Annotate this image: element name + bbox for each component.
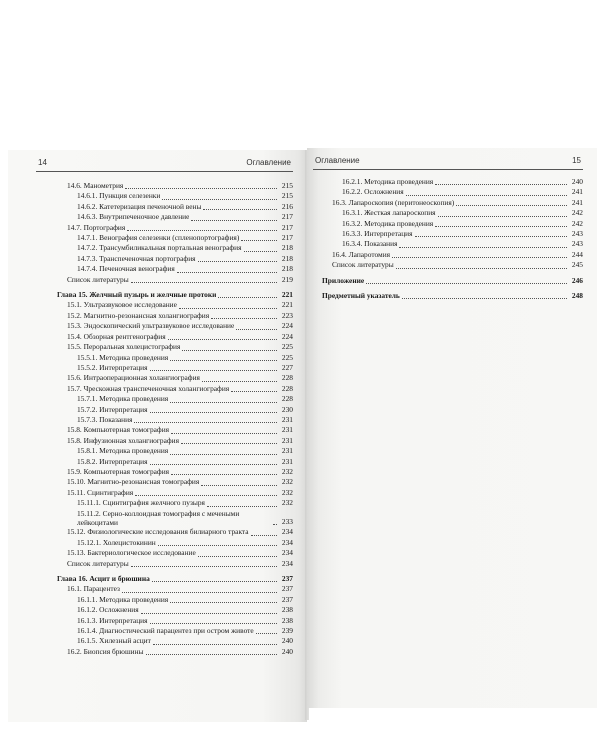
toc-entry <box>322 219 583 229</box>
toc-entry <box>57 202 293 212</box>
toc-entry-title: Предметный указатель <box>322 291 400 301</box>
toc-entry-page: 246 <box>571 275 583 285</box>
toc-dot-leader <box>251 535 277 536</box>
toc-dot-leader <box>366 283 567 284</box>
left-page-header-title: Оглавление <box>246 158 291 167</box>
toc-dot-leader <box>170 402 277 403</box>
toc-dot-leader <box>202 381 277 382</box>
toc-entry-title: 15.11.1. Сцинтиграфия желчного пузыря <box>77 498 205 508</box>
toc-entry <box>57 223 293 233</box>
right-toc-list <box>322 177 583 301</box>
toc-entry <box>57 626 293 636</box>
toc-entry-title: 15.11. Сцинтиграфия <box>67 487 134 497</box>
toc-entry-title: 15.7.2. Интерпретация <box>77 404 148 414</box>
right-page <box>307 148 597 708</box>
toc-dot-leader <box>198 261 277 262</box>
toc-entry-page: 216 <box>281 201 293 211</box>
toc-entry-page: 245 <box>571 260 583 270</box>
toc-entry <box>57 527 293 537</box>
toc-entry-page: 221 <box>281 290 293 300</box>
toc-entry-page: 244 <box>571 249 583 259</box>
toc-entry-title: Список литературы <box>67 274 129 284</box>
toc-dot-leader <box>152 581 277 582</box>
right-page-header-title: Оглавление <box>315 156 360 165</box>
toc-entry-page: 219 <box>281 274 293 284</box>
toc-entry-page: 230 <box>281 404 293 414</box>
toc-entry <box>57 636 293 646</box>
toc-entry-page: 243 <box>571 239 583 249</box>
toc-dot-leader <box>171 474 277 475</box>
toc-entry-title: 15.7.3. Показания <box>77 414 133 424</box>
left-page-number: 14 <box>38 158 47 167</box>
toc-entry-title: 16.2.1. Методика проведения <box>342 177 434 186</box>
toc-entry-page: 238 <box>281 615 293 625</box>
toc-entry-title: 16.3.1. Жесткая лапароскопия <box>342 208 436 218</box>
toc-dot-leader <box>181 443 277 444</box>
toc-entry-title: 15.2. Магнитно-резонансная холангиография <box>67 310 210 320</box>
toc-chapter-entry <box>322 291 583 301</box>
toc-entry-page: 234 <box>281 558 293 568</box>
toc-entry <box>57 332 293 342</box>
toc-entry-page: 221 <box>281 300 293 310</box>
toc-entry <box>57 311 293 321</box>
toc-entry-title: 16.1. Парацентез <box>67 584 120 594</box>
toc-entry-title: 15.8. Компьютерная томография <box>67 425 170 435</box>
toc-entry <box>57 275 293 285</box>
toc-dot-leader <box>162 199 277 200</box>
toc-entry-page: 242 <box>571 218 583 228</box>
toc-entry <box>57 353 293 363</box>
toc-entry-title: 16.3.2. Методика проведения <box>342 218 434 228</box>
left-toc-list <box>57 181 293 657</box>
toc-entry <box>57 446 293 456</box>
toc-entry <box>57 212 293 222</box>
toc-dot-leader <box>153 644 277 645</box>
toc-entry <box>57 394 293 404</box>
toc-entry <box>57 595 293 605</box>
toc-entry-page: 240 <box>281 636 293 646</box>
toc-dot-leader <box>146 654 277 655</box>
toc-entry-page: 232 <box>281 487 293 497</box>
toc-entry <box>57 488 293 498</box>
toc-entry <box>57 467 293 477</box>
toc-dot-leader <box>150 370 277 371</box>
toc-entry-title: 14.6. Манометрия <box>67 181 124 190</box>
toc-dot-leader <box>201 485 277 486</box>
toc-entry-title: 15.13. Бактериологическое исследование <box>67 548 196 558</box>
toc-entry-page: 232 <box>281 477 293 487</box>
toc-entry-title: 15.7. Чрескожная транспеченочная холангиография <box>67 383 230 393</box>
toc-entry-page: 234 <box>281 527 293 537</box>
toc-entry-page: 217 <box>281 233 293 243</box>
toc-dot-leader <box>141 613 277 614</box>
toc-dot-leader <box>171 433 277 434</box>
toc-dot-leader <box>273 524 277 525</box>
toc-entry <box>57 436 293 446</box>
toc-entry-page: 231 <box>281 425 293 435</box>
toc-dot-leader <box>150 412 277 413</box>
toc-dot-leader <box>122 592 277 593</box>
toc-dot-leader <box>438 216 567 217</box>
toc-entry <box>322 208 583 218</box>
toc-entry-title: 15.11.2. Серно-коллоидная томография с мечеными лейкоцитами <box>77 508 240 527</box>
toc-entry-page: 238 <box>281 605 293 615</box>
toc-entry-title: 14.7. Портография <box>67 222 126 232</box>
toc-dot-leader <box>203 209 277 210</box>
toc-entry <box>57 321 293 331</box>
toc-entry-page: 241 <box>571 197 583 207</box>
toc-entry <box>57 559 293 569</box>
toc-dot-leader <box>191 220 277 221</box>
left-page <box>8 150 307 722</box>
toc-entry <box>57 384 293 394</box>
toc-entry-title: 15.12.1. Холецистокинин <box>77 537 156 547</box>
toc-entry-page: 233 <box>281 517 293 526</box>
toc-entry-title: 16.3.3. Интерпретация <box>342 229 413 239</box>
toc-entry <box>57 584 293 594</box>
toc-entry <box>322 260 583 270</box>
toc-entry <box>57 243 293 253</box>
toc-entry-page: 224 <box>281 331 293 341</box>
toc-entry <box>57 373 293 383</box>
toc-dot-leader <box>218 297 277 298</box>
toc-dot-leader <box>182 350 277 351</box>
toc-dot-leader <box>135 495 277 496</box>
toc-entry-page: 231 <box>281 435 293 445</box>
toc-entry-title: 15.5. Пероральная холецистография <box>67 342 181 352</box>
toc-entry-page: 237 <box>281 594 293 604</box>
toc-entry-title: 16.1.2. Осложнения <box>77 605 139 615</box>
toc-entry-page: 231 <box>281 446 293 456</box>
toc-dot-leader <box>406 195 567 196</box>
toc-entry-page: 223 <box>281 310 293 320</box>
toc-entry-page: 218 <box>281 264 293 274</box>
toc-entry-title: 14.7.3. Транспеченочная портография <box>77 253 196 263</box>
toc-entry-title: 16.1.1. Методика проведения <box>77 594 169 604</box>
toc-entry <box>57 498 293 508</box>
toc-entry-title: 16.1.3. Интерпретация <box>77 615 148 625</box>
toc-dot-leader <box>399 247 567 248</box>
toc-chapter-entry <box>322 276 583 286</box>
toc-dot-leader <box>402 298 567 299</box>
toc-entry <box>57 605 293 615</box>
toc-dot-leader <box>134 422 277 423</box>
toc-dot-leader <box>392 257 567 258</box>
toc-dot-leader <box>177 272 277 273</box>
toc-entry-title: 15.8.1. Методика проведения <box>77 446 169 456</box>
toc-dot-leader <box>207 506 277 507</box>
toc-entry-page: 243 <box>571 229 583 239</box>
toc-entry <box>57 405 293 415</box>
toc-entry <box>57 548 293 558</box>
toc-entry <box>57 647 293 657</box>
toc-dot-leader <box>211 318 277 319</box>
toc-entry <box>57 181 293 191</box>
toc-entry <box>57 363 293 373</box>
toc-dot-leader <box>415 236 567 237</box>
toc-entry-page: 215 <box>281 181 293 190</box>
toc-chapter-entry <box>57 290 293 300</box>
toc-entry-page: 240 <box>281 646 293 656</box>
toc-entry-title: 15.12. Физиологические исследования билиарного тракта <box>67 527 249 537</box>
toc-entry-page: 234 <box>281 548 293 558</box>
toc-entry-page: 241 <box>571 187 583 197</box>
toc-entry-title: 14.7.4. Печеночная венография <box>77 264 175 274</box>
toc-entry-title: 16.2.2. Осложнения <box>342 187 404 197</box>
toc-entry-title: 16.4. Лапаротомия <box>332 249 391 259</box>
toc-entry-title: 15.10. Магнитно-резонансная томография <box>67 477 200 487</box>
toc-dot-leader <box>168 339 277 340</box>
toc-dot-leader <box>179 308 277 309</box>
toc-entry-page: 215 <box>281 191 293 201</box>
toc-entry-title: 16.3. Лапароскопия (перитонеоскопия) <box>332 197 455 207</box>
toc-dot-leader <box>170 602 277 603</box>
toc-entry-title: 16.1.4. Диагностический парацентез при остром животе <box>77 626 254 636</box>
toc-dot-leader <box>150 623 277 624</box>
toc-entry-page: 218 <box>281 243 293 253</box>
toc-entry <box>322 250 583 260</box>
toc-entry-page: 237 <box>281 584 293 594</box>
toc-entry-title: 16.2. Биопсия брюшины <box>67 646 144 656</box>
toc-dot-leader <box>256 633 277 634</box>
toc-entry-title: 15.7.1. Методика проведения <box>77 394 169 404</box>
toc-entry-title: 15.8. Инфузионная холангиография <box>67 435 179 445</box>
toc-entry-title: Глава 16. Асцит и брюшина <box>57 574 150 584</box>
toc-entry <box>322 239 583 249</box>
toc-entry <box>322 177 583 187</box>
right-header-rule <box>313 169 583 170</box>
toc-entry <box>57 300 293 310</box>
toc-chapter-entry <box>57 574 293 584</box>
toc-entry-page: 224 <box>281 321 293 331</box>
toc-dot-leader <box>131 566 277 567</box>
toc-entry-title: 14.7.2. Трансумбиликальная портальная венография <box>77 243 242 253</box>
toc-dot-leader <box>244 251 278 252</box>
toc-entry-title: 15.4. Обзорная рентгенография <box>67 331 166 341</box>
toc-entry <box>322 198 583 208</box>
toc-dot-leader <box>456 205 567 206</box>
toc-entry-title: Список литературы <box>67 558 129 568</box>
toc-dot-leader <box>236 329 277 330</box>
toc-entry <box>57 477 293 487</box>
toc-entry-page: 225 <box>281 352 293 362</box>
toc-entry-page: 217 <box>281 222 293 232</box>
toc-entry-page: 237 <box>281 574 293 584</box>
toc-dot-leader <box>125 188 277 189</box>
toc-entry-title: 14.7.1. Венография селезенки (спленопортография) <box>77 233 240 243</box>
toc-entry-page: 228 <box>281 394 293 404</box>
toc-dot-leader <box>170 360 277 361</box>
toc-dot-leader <box>241 240 277 241</box>
toc-entry-page: 218 <box>281 253 293 263</box>
toc-entry <box>57 264 293 274</box>
toc-entry-title: 15.1. Ультразвуковое исследование <box>67 300 177 310</box>
toc-dot-leader <box>198 556 277 557</box>
toc-entry <box>322 229 583 239</box>
toc-entry-page: 239 <box>281 626 293 636</box>
toc-entry <box>57 509 293 528</box>
toc-entry-title: Глава 15. Желчный пузырь и желчные протоки <box>57 290 217 300</box>
toc-entry-page: 228 <box>281 373 293 383</box>
toc-entry-page: 232 <box>281 498 293 508</box>
toc-dot-leader <box>131 282 277 283</box>
toc-entry-title: 15.5.1. Методика проведения <box>77 352 169 362</box>
toc-entry-title: 14.6.3. Внутрипеченочное давление <box>77 212 190 222</box>
toc-entry-page: 248 <box>571 291 583 301</box>
toc-entry-title: 14.6.2. Катетеризация печеночной вены <box>77 201 202 211</box>
toc-entry <box>57 425 293 435</box>
toc-entry <box>57 233 293 243</box>
toc-entry-page: 231 <box>281 414 293 424</box>
toc-dot-leader <box>127 230 277 231</box>
toc-dot-leader <box>435 184 567 185</box>
toc-entry-title: Приложение <box>322 275 365 285</box>
toc-entry-title: 15.5.2. Интерпретация <box>77 362 148 372</box>
toc-entry-title: 15.9. Компьютерная томография <box>67 466 170 476</box>
toc-entry-page: 228 <box>281 383 293 393</box>
toc-entry <box>57 415 293 425</box>
toc-entry <box>57 191 293 201</box>
toc-dot-leader <box>396 268 567 269</box>
toc-entry-title: 15.3. Эндоскопический ультразвуковое исследование <box>67 321 235 331</box>
toc-entry-page: 242 <box>571 208 583 218</box>
toc-dot-leader <box>435 226 567 227</box>
toc-entry-page: 217 <box>281 212 293 222</box>
toc-entry-title: Список литературы <box>332 260 394 270</box>
toc-entry <box>322 187 583 197</box>
toc-entry <box>57 538 293 548</box>
toc-dot-leader <box>158 545 277 546</box>
toc-entry-title: 15.8.2. Интерпретация <box>77 456 148 466</box>
toc-dot-leader <box>231 391 277 392</box>
toc-entry-title: 14.6.1. Пункция селезенки <box>77 191 161 201</box>
toc-dot-leader <box>170 454 277 455</box>
toc-entry <box>57 457 293 467</box>
toc-dot-leader <box>150 464 277 465</box>
toc-entry-page: 225 <box>281 342 293 352</box>
toc-entry <box>57 342 293 352</box>
left-header-rule <box>36 171 293 172</box>
toc-entry-title: 15.6. Интраоперационная холангиография <box>67 373 200 383</box>
toc-entry-page: 240 <box>571 177 583 186</box>
toc-entry-page: 234 <box>281 537 293 547</box>
toc-entry <box>57 254 293 264</box>
toc-entry-page: 227 <box>281 362 293 372</box>
toc-entry-title: 16.1.5. Хилезный асцит <box>77 636 151 646</box>
toc-entry-page: 231 <box>281 456 293 466</box>
right-page-number: 15 <box>572 156 581 165</box>
toc-entry-title: 16.3.4. Показания <box>342 239 398 249</box>
toc-entry <box>57 616 293 626</box>
toc-entry-page: 232 <box>281 466 293 476</box>
